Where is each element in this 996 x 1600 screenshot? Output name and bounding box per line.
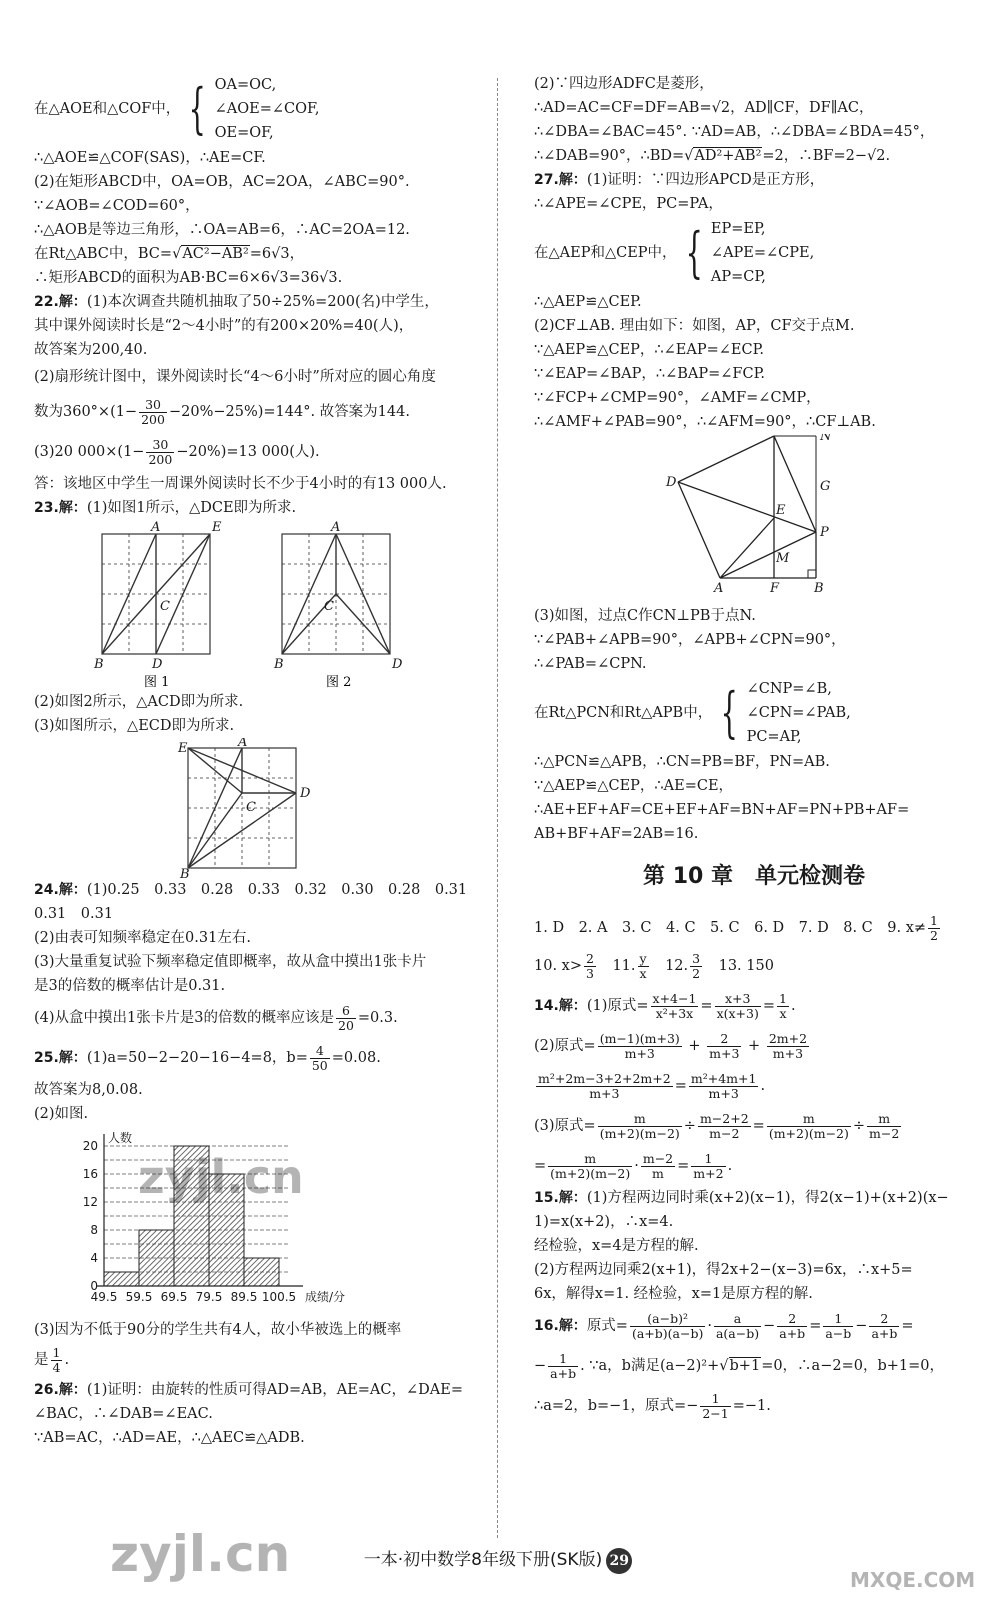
text-span: (4)从盒中摸出1张卡片是3的倍数的概率应该是 (34, 1010, 334, 1026)
text-line: ∴AD=AC=CF=DF=AB=√2，AD∥CF，DF∥AC， (534, 100, 874, 116)
text-line (34, 998, 484, 1038)
question-number: 24. (34, 882, 59, 898)
text-line: (3)如图所示，△ECD即为所求. (34, 718, 235, 734)
fraction: $\frac{30}{200}$ (148, 436, 173, 467)
label-D: D (300, 786, 311, 801)
text-span: 在△AEP和△CEP中， (534, 245, 677, 261)
ecd-figure-svg (34, 738, 484, 878)
y-tick-label: 4 (90, 1251, 98, 1265)
text-line (34, 392, 484, 432)
label-A: A (151, 520, 161, 535)
answer-label: 解： (558, 1190, 587, 1206)
l1-text: 在△AOE和△COF中， (34, 101, 181, 117)
fraction: $\frac{2m+2}{m+3}$ (768, 1030, 808, 1061)
text-line: ∴∠DBA=∠BAC=45°. ∵AD=AB，∴∠DBA=∠BDA=45°， (534, 124, 935, 140)
text-line: ∴△AOE≌△COF(SAS)，∴AE=CF. (34, 150, 266, 166)
histogram-bar (244, 1258, 279, 1286)
answer-label: 解： (58, 882, 87, 898)
text-span: 在Rt△ABC中，BC= (34, 246, 173, 262)
text-line: ∵△AEP≌△CEP，∴∠EAP=∠ECP. (534, 342, 765, 358)
fraction: $\frac{\text{(a−b)²}}{(a+b)(a-b)}$ (631, 1310, 704, 1341)
figure-1-caption: 图 1 (144, 675, 170, 690)
label-D: D (392, 657, 403, 672)
label-G: G (820, 479, 831, 494)
fraction: $\frac{2}{a+b}$ (871, 1310, 898, 1341)
text-line: ∵∠EAP=∠BAP，∴∠BAP=∠FCP. (534, 366, 766, 382)
label-A: A (331, 520, 341, 535)
text-span: =−1. (732, 1398, 771, 1414)
y-tick-label: 8 (90, 1223, 98, 1237)
text-span: =0.08. (331, 1050, 381, 1066)
text-line: (3)原式= $\frac{m}{(m+2)(m-2)}$ ÷ $\frac{m-2+2}{m-2}$ = $\frac{m}{(m+2)(m-2)}$ ÷ $\frac{m}{m-2}$ (534, 1110, 900, 1141)
figure-2-caption: 图 2 (326, 675, 352, 690)
fraction: $\frac{1}{a+b}$ (550, 1350, 577, 1381)
fraction: $\frac{m-2}{m}$ (642, 1150, 674, 1181)
text-line: ∴∠AMF+∠PAB=90°，∴∠AFM=90°，∴CF⊥AB. (534, 414, 876, 430)
text-line: (3)因为不低于90分的学生共有4人，故小华被选上的概率 (34, 1322, 402, 1338)
text-line: = $\frac{m}{(m+2)(m-2)}$ · $\frac{m-2}{m}$ = $\frac{1}{m+2}$ . (534, 1150, 733, 1181)
q25-line (34, 1038, 484, 1078)
text-span: 数为360°×(1− (34, 404, 138, 420)
text-span: (1)证明：由旋转的性质可得AD=AB，AE=AC，∠DAE= (86, 1382, 463, 1398)
text-span: (1)如图1所示，△DCE即为所求. (86, 500, 297, 516)
fraction: $\frac{2}{3}$ (586, 950, 594, 981)
brace-item: OE=OF, (214, 125, 274, 141)
text-line: ∴△PCN≌△APB，∴CN=PB=BF，PN=AB. (534, 754, 830, 770)
q27-line (534, 168, 974, 192)
watermark: zyjl.cn (138, 1150, 304, 1204)
text-span: (2)原式= (534, 1038, 596, 1054)
sqrt-content: AC²−AB² (182, 246, 249, 262)
text-line: ∴∠PAB=∠CPN. (534, 656, 647, 672)
ecd-figure (34, 738, 484, 878)
text-span: −20%)=13 000(人). (176, 444, 320, 460)
text-line (34, 432, 484, 472)
brace-item: ∠CPN=∠PAB, (746, 705, 851, 721)
text-line: (2)由表可知频率稳定在0.31左右. (34, 930, 251, 946)
text-line: ∴△AEP≌△CEP. (534, 294, 642, 310)
label-E: E (178, 741, 188, 756)
text-span: 11. (597, 958, 636, 974)
brace-item: ∠CNP=∠B, (746, 681, 832, 697)
fraction: $\frac{a}{a(a-b)}$ (715, 1310, 760, 1341)
text-line: (2)如图2所示，△ACD即为所求. (34, 694, 244, 710)
text-line: (2)在矩形ABCD中，OA=OB，AC=2OA，∠ABC=90°. (34, 174, 410, 190)
label-F: F (770, 581, 780, 596)
answer-label: 解： (558, 1318, 587, 1334)
x-tick-label: 79.5 (195, 1290, 223, 1304)
fraction: $\frac{\text{m²+4m+1}}{m+3}$ (690, 1070, 757, 1101)
text-line: (2)方程两边同乘2(x+1)，得2x+2−(x−3)=6x，∴x+5= (534, 1262, 913, 1278)
fraction: $\frac{(m-1)(m+3)}{m+3}$ (599, 1030, 680, 1061)
fraction: $\frac{30}{200}$ (141, 396, 165, 427)
y-axis-label: 人数 (108, 1131, 133, 1145)
text-span: 10. x> (534, 958, 582, 974)
fraction: $\frac{\text{m²+2m−3+2+2m+2}}{m+3}$ (538, 1070, 671, 1101)
text-span: 原式= (586, 1318, 628, 1334)
q14-line: 14.解：(1)原式= $\frac{x+4-1}{\text{x²+3x}}$ = $\frac{x+3}{x(x+3)}$ = $\frac{1}{x}$ . (534, 990, 796, 1021)
text-span: ∴a=2，b=−1，原式=− (534, 1398, 699, 1414)
q26-line (34, 1378, 484, 1402)
y-tick-label: 16 (82, 1167, 98, 1181)
brace-item: ∠APE=∠CPE, (710, 245, 815, 261)
text-line: (2)CF⊥AB. 理由如下：如图，AP，CF交于点M. (534, 318, 855, 334)
text-line: (2)原式= $\frac{(m-1)(m+3)}{m+3}$ + $\frac{2}{m+3}$ + $\frac{2m+2}{m+3}$ (534, 1030, 808, 1061)
text-line: ∴∠APE=∠CPE，PC=PA， (534, 196, 723, 212)
y-tick-label: 0 (90, 1279, 98, 1293)
text-span: . ∵a，b满足(a−2)²+ (580, 1358, 720, 1374)
brace-item: AP=CP, (710, 269, 766, 285)
page-footer (0, 1545, 996, 1574)
sqrt-content: b+1 (729, 1358, 761, 1374)
answers-line-2 (534, 946, 974, 986)
x-tick-label: 49.5 (90, 1290, 118, 1304)
label-D: D (666, 475, 677, 490)
text-line: 故答案为8,0.08. (34, 1082, 143, 1098)
label-A: A (238, 738, 248, 750)
text-span: 12. (650, 958, 689, 974)
label-B: B (274, 657, 284, 672)
watermark: zyjl.cn (110, 1525, 291, 1583)
text-span: =0.3. (357, 1010, 398, 1026)
x-tick-label: 100.5 (261, 1290, 297, 1304)
question-number: 16. (534, 1318, 559, 1334)
text-line: 0.31 0.31 (34, 906, 114, 922)
fraction: $\frac{2}{m+3}$ (709, 1030, 740, 1061)
text-span: =0，∴a−2=0，b+1=0， (761, 1358, 944, 1374)
fraction: $\frac{2}{a+b}$ (779, 1310, 806, 1341)
fraction: $\frac{y}{x}$ (639, 950, 647, 981)
text-line (34, 1342, 484, 1378)
text-span: . (64, 1352, 70, 1368)
histogram-bar (139, 1230, 174, 1286)
chapter-title: 第 10 章 单元检测卷 (643, 864, 865, 889)
brace-system: { EP=EP, ∠APE=∠CPE, AP=CP, (677, 216, 815, 290)
text-line: 其中课外阅读时长是“2～4小时”的有200×20%=40(人)， (34, 318, 414, 334)
text-span: (1)0.25 0.33 0.28 0.33 0.32 0.30 0.28 0.31 (86, 882, 468, 898)
question-number: 23. (34, 500, 59, 516)
footer-brand: 一本 (363, 1550, 398, 1570)
fraction: $\frac{1}{4}$ (52, 1344, 61, 1375)
q15-line (534, 1186, 974, 1210)
text-line: (3)大量重复试验下频率稳定值即概率，故从盒中摸出1张卡片 (34, 954, 427, 970)
brace-item: PC=AP, (746, 729, 802, 745)
fraction: $\frac{1}{x}$ (779, 990, 787, 1021)
text-line: ∵AB=AC，∴AD=AE，∴△AEC≌△ADB. (34, 1430, 305, 1446)
answer-label: 解： (58, 1382, 87, 1398)
y-tick-label: 20 (82, 1139, 98, 1153)
text-line: AB+BF+AF=2AB=16. (534, 826, 699, 842)
question-number: 27. (534, 172, 559, 188)
label-C (768, 434, 778, 438)
y-tick-label: 12 (82, 1195, 98, 1209)
fraction: $\frac{x+4-1}{\text{x²+3x}}$ (652, 990, 697, 1021)
text-line: 是3的倍数的概率估计是0.31. (34, 978, 226, 994)
text-span: (1)a=50−2−20−16−4=8，b= (86, 1050, 308, 1066)
answer-label: 解： (58, 1050, 87, 1066)
x-tick-label: 69.5 (160, 1290, 188, 1304)
watermark: MXQE.COM (850, 1568, 976, 1592)
x-tick-label: 59.5 (125, 1290, 153, 1304)
brace-item: ∠AOE=∠COF, (214, 101, 320, 117)
question-number: 25. (34, 1050, 59, 1066)
question-number: 26. (34, 1382, 59, 1398)
footer-title: ·初中数学8年级下册(SK版) (397, 1550, 603, 1570)
text-line: $\frac{\text{m²+2m−3+2+2m+2}}{m+3}$ = $\frac{\text{m²+4m+1}}{m+3}$ . (538, 1070, 766, 1101)
text-line: (2)扇形统计图中，课外阅读时长“4～6小时”所对应的圆心角度 (34, 369, 436, 385)
text-line: 答：该地区中学生一周课外阅读时长不少于4小时的有13 000人. (34, 476, 447, 492)
text-line: 故答案为200,40. (34, 342, 148, 358)
text-line: (3)如图，过点C作CN⊥PB于点N. (534, 608, 756, 624)
text-line: ∵∠AOB=∠COD=60°， (34, 198, 200, 214)
fraction: $\frac{1}{2-1}$ (702, 1390, 729, 1421)
fraction: $\frac{1}{2}$ (930, 912, 938, 943)
fraction: $\frac{m}{m-2}$ (869, 1110, 900, 1141)
label-E: E (212, 520, 222, 535)
x-axis-label: 成绩/分 (305, 1290, 346, 1304)
brace-line (534, 676, 974, 750)
grid-figures (34, 520, 484, 690)
text-line: (2)∵四边形ADFC是菱形， (534, 76, 714, 92)
text-span: (1)原式= (586, 998, 649, 1014)
text-span: (1)方程两边同时乘(x+2)(x−1)，得2(x−1)+(x+2)(x− (586, 1190, 949, 1206)
histogram-bar (104, 1272, 139, 1286)
question-number: 14. (534, 998, 559, 1014)
text-line: 6x，解得x=1. 经检验，x=1是原方程的解. (534, 1286, 813, 1302)
fraction: $\frac{3}{2}$ (692, 950, 701, 981)
answer-label: 解： (58, 294, 87, 310)
answer-label: 解： (558, 172, 587, 188)
fraction: $\frac{4}{50}$ (311, 1042, 328, 1073)
fraction: $\frac{m-2+2}{m-2}$ (699, 1110, 749, 1141)
right-column (534, 72, 974, 1426)
question-number: 22. (34, 294, 59, 310)
fraction: $\frac{1}{m+2}$ (693, 1150, 724, 1181)
text-span: =2，∴BF=2−√2. (762, 148, 891, 164)
fraction: $\frac{1}{a-b}$ (825, 1310, 852, 1341)
q23-line (34, 496, 484, 520)
square-figure (534, 434, 974, 604)
answer-label: 解： (558, 998, 587, 1014)
label-N: N (820, 434, 832, 444)
text-span: (3)原式= (534, 1118, 596, 1134)
l1-line (34, 72, 484, 146)
label-D: D (152, 657, 163, 672)
label-B: B (814, 581, 824, 596)
text-line (534, 1386, 974, 1426)
text-span: −20%−25%)=144°. 故答案为144. (168, 404, 410, 420)
text-span: 在Rt△PCN和Rt△APB中， (534, 705, 713, 721)
label-A: A (714, 581, 724, 596)
text-line: (2)如图. (34, 1106, 89, 1122)
label-E: E (776, 503, 786, 518)
text-span: 是 (34, 1352, 49, 1368)
column-divider (497, 78, 498, 1538)
text-span: 13. 150 (704, 958, 774, 974)
text-span: ∴∠DAB=90°，∴BD= (534, 148, 685, 164)
label-C: C (246, 800, 256, 815)
square-figure-svg (534, 434, 974, 604)
brace-item: EP=EP, (710, 221, 766, 237)
answers-line-1 (534, 910, 974, 946)
q22-line (34, 290, 484, 314)
x-tick-label: 89.5 (230, 1290, 258, 1304)
answer-label: 解： (58, 500, 87, 516)
fraction: $\frac{m}{(m+2)(m-2)}$ (550, 1150, 631, 1181)
page-number: 29 (606, 1548, 632, 1574)
label-M: M (776, 551, 790, 566)
text-line: ∵△AEP≌△CEP，∴AE=CE， (534, 778, 734, 794)
text-span: (1)本次调查共随机抽取了50÷25%=200(名)中学生， (86, 294, 439, 310)
sqrt-content: AD²+AB² (694, 148, 762, 164)
text-line: 经检验，x=4是方程的解. (534, 1238, 699, 1254)
text-line: ∠BAC，∴∠DAB=∠EAC. (34, 1406, 213, 1422)
label-B: B (94, 657, 104, 672)
label-B: B (180, 867, 190, 878)
brace-line (534, 216, 974, 290)
fraction: $\frac{m}{(m+2)(m-2)}$ (599, 1110, 680, 1141)
fraction: $\frac{m}{(m+2)(m-2)}$ (768, 1110, 849, 1141)
text-line: − $\frac{1}{a+b}$ . ∵a，b满足(a−2)²+√b+1=0，∴a−2=0，b+1=0， (534, 1350, 944, 1381)
question-number: 15. (534, 1190, 559, 1206)
text-line: ∴∠DAB=90°，∴BD=√AD²+AB²=2，∴BF=2−√2. (534, 148, 891, 164)
left-column (34, 72, 484, 1450)
text-span: (1)证明：∵四边形APCD是正方形， (586, 172, 825, 188)
label-P: P (820, 525, 829, 540)
fraction: $\frac{6}{20}$ (338, 1002, 354, 1033)
text-line: ∵∠PAB+∠APB=90°，∠APB+∠CPN=90°， (534, 632, 846, 648)
brace-item: OA=OC, (214, 77, 277, 93)
fraction: $\frac{x+3}{x(x+3)}$ (716, 990, 759, 1021)
text-line: 1)=x(x+2)，∴x=4. (534, 1214, 674, 1230)
brace-system: { ∠CNP=∠B, ∠CPN=∠PAB, PC=AP, (712, 676, 851, 750)
label-C: C (324, 599, 334, 614)
text-line: ∴AE+EF+AF=CE+EF+AF=BN+AF=PN+PB+AF= (534, 802, 910, 818)
label-C: C (160, 599, 170, 614)
text-span: (3)20 000×(1− (34, 444, 145, 460)
text-span: 1. D 2. A 3. C 4. C 5. C 6. D 7. D 8. C 9. x≠ (534, 920, 927, 936)
text-line: 在Rt△ABC中，BC=√AC²−AB²=6√3， (34, 246, 305, 262)
text-line: ∴△AOB是等边三角形，∴OA=AB=6，∴AC=2OA=12. (34, 222, 410, 238)
text-line: ∴矩形ABCD的面积为AB·BC=6×6√3=36√3. (34, 270, 343, 286)
q16-line: 16.解：原式= $\frac{\text{(a−b)²}}{(a+b)(a-b)}$ · $\frac{a}{a(a-b)}$ − $\frac{2}{a+b}$ = $\frac{1}{a-b}$ − $\frac{2}{a+b}$ = (534, 1310, 914, 1341)
grid-figures-svg (34, 520, 484, 690)
text-line: ∵∠FCP+∠CMP=90°，∠AMF=∠CMP， (534, 390, 821, 406)
brace-system: { OA=OC, ∠AOE=∠COF, OE=OF, (180, 72, 319, 146)
text-span: =6√3， (249, 246, 305, 262)
q24-line (34, 878, 484, 902)
